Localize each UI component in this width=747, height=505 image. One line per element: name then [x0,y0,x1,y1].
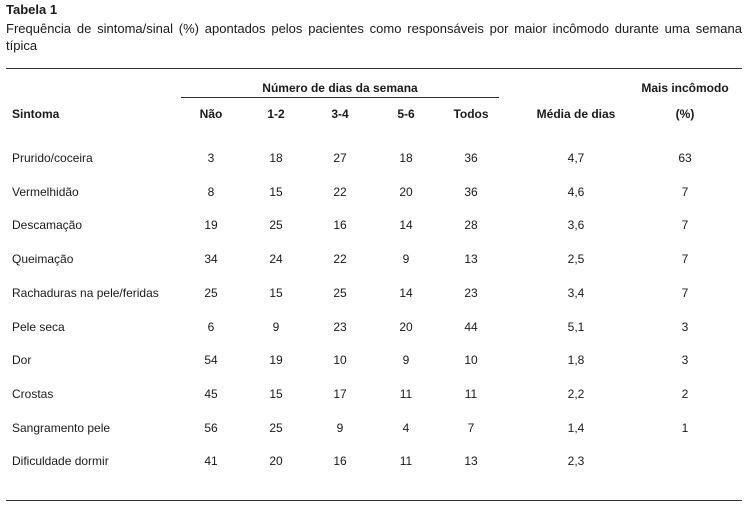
header-most-bother-unit: (%) [675,107,695,121]
day-value-cell: 28 [464,218,478,232]
symptom-cell: Descamação [12,218,83,232]
mean-days-cell: 5,1 [567,320,585,334]
day-value-cell: 18 [269,151,283,165]
day-value-cell: 20 [269,454,283,468]
top-rule [6,68,742,69]
day-value-cell: 11 [464,387,478,401]
day-value-cell: 9 [402,353,410,367]
day-value-cell: 25 [204,286,218,300]
symptom-cell: Dor [12,353,32,367]
day-value-cell: 25 [269,421,283,435]
day-value-cell: 20 [399,320,413,334]
day-value-cell: 11 [399,387,413,401]
symptom-cell: Pele seca [12,320,65,334]
day-value-cell: 14 [399,286,413,300]
day-value-cell: 10 [464,353,478,367]
day-value-cell: 19 [269,353,283,367]
symptom-cell: Rachaduras na pele/feridas [12,286,159,300]
day-value-cell: 15 [269,185,283,199]
day-value-cell: 23 [464,286,478,300]
symptom-cell: Queimação [12,252,74,266]
mean-days-cell: 1,8 [567,353,585,367]
mean-days-cell: 1,4 [567,421,585,435]
day-value-cell: 9 [272,320,280,334]
day-value-cell: 36 [464,185,478,199]
day-value-cell: 4 [402,421,410,435]
mean-days-cell: 2,3 [567,454,585,468]
mean-days-cell: 4,7 [567,151,585,165]
day-value-cell: 36 [464,151,478,165]
day-value-cell: 27 [333,151,347,165]
day-value-cell: 9 [336,421,344,435]
header-symptom: Sintoma [12,107,60,121]
symptom-cell: Crostas [12,387,54,401]
day-value-cell: 8 [207,185,215,199]
day-value-cell: 19 [204,218,218,232]
day-value-cell: 25 [333,286,347,300]
table-title: Tabela 1 [6,2,58,17]
most-bother-cell: 3 [681,320,689,334]
header-day-col: 1-2 [267,107,285,121]
header-day-col: 3-4 [331,107,349,121]
day-value-cell: 7 [467,421,475,435]
day-value-cell: 23 [333,320,347,334]
bottom-rule [6,500,742,501]
day-value-cell: 16 [333,218,347,232]
most-bother-cell: 1 [681,421,689,435]
table-caption: Frequência de sintoma/sinal (%) apontados pelos pacientes como responsáveis por maior incômodo durante uma semana típica [6,21,742,53]
mean-days-cell: 3,6 [567,218,585,232]
header-mean-days: Média de dias [536,107,616,121]
most-bother-cell: 7 [681,252,689,266]
header-most-bother: Mais incômodo [641,81,729,95]
day-value-cell: 20 [399,185,413,199]
most-bother-cell: 3 [681,353,689,367]
day-value-cell: 24 [269,252,283,266]
mean-days-cell: 4,6 [567,185,585,199]
symptom-cell: Sangramento pele [12,421,111,435]
most-bother-cell: 7 [681,185,689,199]
day-value-cell: 22 [333,252,347,266]
most-bother-cell: 63 [678,151,692,165]
symptom-cell: Prurido/coceira [12,151,93,165]
day-value-cell: 22 [333,185,347,199]
symptom-cell: Dificuldade dormir [12,454,109,468]
header-days-group: Número de dias da semana [262,81,418,95]
day-value-cell: 9 [402,252,410,266]
day-value-cell: 18 [399,151,413,165]
day-value-cell: 54 [204,353,218,367]
day-value-cell: 34 [204,252,218,266]
mean-days-cell: 3,4 [567,286,585,300]
day-value-cell: 15 [269,286,283,300]
day-value-cell: 41 [204,454,218,468]
mean-days-cell: 2,2 [567,387,585,401]
header-day-col: 5-6 [397,107,415,121]
day-value-cell: 25 [269,218,283,232]
day-value-cell: 14 [399,218,413,232]
mean-days-cell: 2,5 [567,252,585,266]
day-value-cell: 56 [204,421,218,435]
day-value-cell: 16 [333,454,347,468]
day-value-cell: 15 [269,387,283,401]
most-bother-cell: 2 [681,387,689,401]
symptom-cell: Vermelhidão [12,185,79,199]
most-bother-cell: 7 [681,218,689,232]
day-value-cell: 17 [333,387,347,401]
most-bother-cell: 7 [681,286,689,300]
day-value-cell: 3 [207,151,215,165]
header-day-col: Todos [453,107,489,121]
day-value-cell: 10 [333,353,347,367]
day-value-cell: 13 [464,454,478,468]
day-value-cell: 44 [464,320,478,334]
days-group-rule [181,97,499,98]
day-value-cell: 6 [207,320,215,334]
header-day-col: Não [199,107,223,121]
day-value-cell: 45 [204,387,218,401]
day-value-cell: 13 [464,252,478,266]
day-value-cell: 11 [399,454,413,468]
